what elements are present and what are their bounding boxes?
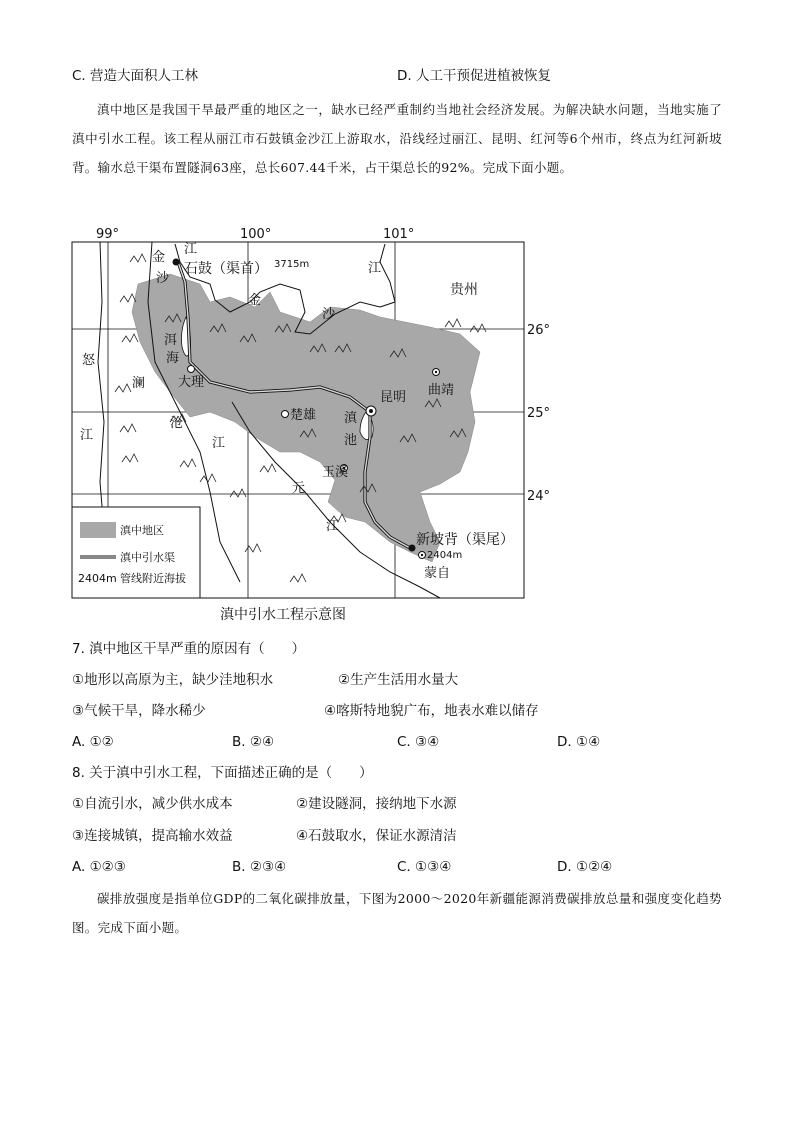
q7-option-b[interactable]: B. ②④ xyxy=(232,734,275,750)
label-sha2: 沙 xyxy=(322,307,336,322)
label-lan: 澜 xyxy=(132,376,146,391)
lat-label: 25° xyxy=(527,406,551,421)
label-nu: 怒 xyxy=(82,353,96,368)
q8-option-b[interactable]: B. ②③④ xyxy=(232,859,287,875)
dali-point xyxy=(188,366,195,373)
q7-item: ①地形以高原为主，缺少洼地积水 xyxy=(72,672,274,688)
label-shigu-elev: 3715m xyxy=(274,259,310,270)
q8-option-c[interactable]: C. ①③④ xyxy=(397,859,452,875)
label-sha: 沙 xyxy=(156,271,170,286)
q7-item: ②生产生活用水量大 xyxy=(338,672,459,688)
q8-item: ①自流引水，减少供水成本 xyxy=(72,796,233,812)
label-jin2: 金 xyxy=(248,293,262,308)
q7-option-c[interactable]: C. ③④ xyxy=(397,734,440,750)
label-cang: 沧 xyxy=(170,416,184,431)
q8-option-d[interactable]: D. ①②④ xyxy=(557,859,613,875)
q8-option-a[interactable]: A. ①②③ xyxy=(72,859,126,875)
q7-stem: 7. 滇中地区干旱严重的原因有（ ） xyxy=(72,641,306,657)
label-dian: 滇 xyxy=(344,411,358,426)
lon-label: 100° xyxy=(240,227,272,242)
label-chi: 池 xyxy=(344,433,358,448)
label-er: 洱 xyxy=(164,333,178,348)
label-jiang2: 江 xyxy=(368,261,382,276)
q7-option-d[interactable]: D. ①④ xyxy=(557,734,601,750)
label-xinpobei: 新坡背（渠尾） xyxy=(416,532,514,548)
q8-item: ③连接城镇，提高输水效益 xyxy=(72,828,233,844)
label-xinpobei-elev: 2404m xyxy=(427,550,463,561)
label-jiang4: 江 xyxy=(212,436,226,451)
label-guizhou: 贵州 xyxy=(450,282,478,298)
legend-elev-desc: 管线附近海拔 xyxy=(120,572,186,585)
label-yuan: 元 xyxy=(292,481,306,496)
passage-dianzhong: 滇中地区是我国干旱最严重的地区之一，缺水已经严重制约当地社会经济发展。为解决缺水问题，当地实施了滇中引水工程。该工程从丽江市石鼓镇金沙江上游取水，沿线经过丽江、昆明、红河等6个州市，终点为红河新坡背。输水总干渠布置隧洞63座，总长607.44千米，占干渠总长的92%。完成下面小题。 xyxy=(72,102,722,175)
q7-item: ③气候干旱，降水稀少 xyxy=(72,703,206,719)
legend-elev-value: 2404m xyxy=(78,572,117,585)
q8-stem: 8. 关于滇中引水工程，下面描述正确的是（ ） xyxy=(72,765,373,781)
label-jiang5: 江 xyxy=(326,519,340,534)
q7-item: ④喀斯特地貌广布，地表水难以储存 xyxy=(324,703,539,719)
label-qujing: 曲靖 xyxy=(428,383,455,398)
label-jiang3: 江 xyxy=(80,428,94,443)
map-legend xyxy=(72,507,200,598)
label-hai: 海 xyxy=(166,351,180,366)
label-chuxiong: 楚雄 xyxy=(290,408,317,423)
lat-label: 24° xyxy=(527,489,551,504)
lon-label: 101° xyxy=(383,227,415,242)
xinpobei-point xyxy=(409,545,416,552)
map-caption: 滇中引水工程示意图 xyxy=(220,607,346,623)
q6-option-c: C. 营造大面积人工林 xyxy=(72,68,199,84)
label-jin: 金 xyxy=(152,250,166,265)
passage-carbon: 碳排放强度是指单位GDP的二氧化碳排放量，下图为2000～2020年新疆能源消费碳排放总量和强度变化趋势图。完成下面小题。 xyxy=(72,891,722,935)
q8-item: ②建设隧洞，接纳地下水源 xyxy=(296,796,457,812)
legend-canal: 滇中引水渠 xyxy=(120,551,175,564)
q7-option-a[interactable]: A. ①② xyxy=(72,734,114,750)
chuxiong-point xyxy=(282,411,289,418)
dianzhong-water-diversion-map xyxy=(60,222,580,632)
lon-label: 99° xyxy=(96,227,120,242)
label-shigu: 石鼓（渠首） xyxy=(184,261,268,277)
q6-option-d: D. 人工干预促进植被恢复 xyxy=(397,68,551,84)
legend-region: 滇中地区 xyxy=(120,524,164,537)
label-jiang: 江 xyxy=(184,242,198,257)
label-dali: 大理 xyxy=(178,375,205,390)
q8-item: ④石鼓取水，保证水源清洁 xyxy=(296,828,457,844)
shigu-point xyxy=(173,259,180,266)
label-kunming: 昆明 xyxy=(380,390,407,405)
label-yuxi: 玉溪 xyxy=(322,465,349,480)
lat-label: 26° xyxy=(527,323,551,338)
label-mengzi: 蒙自 xyxy=(424,566,451,581)
